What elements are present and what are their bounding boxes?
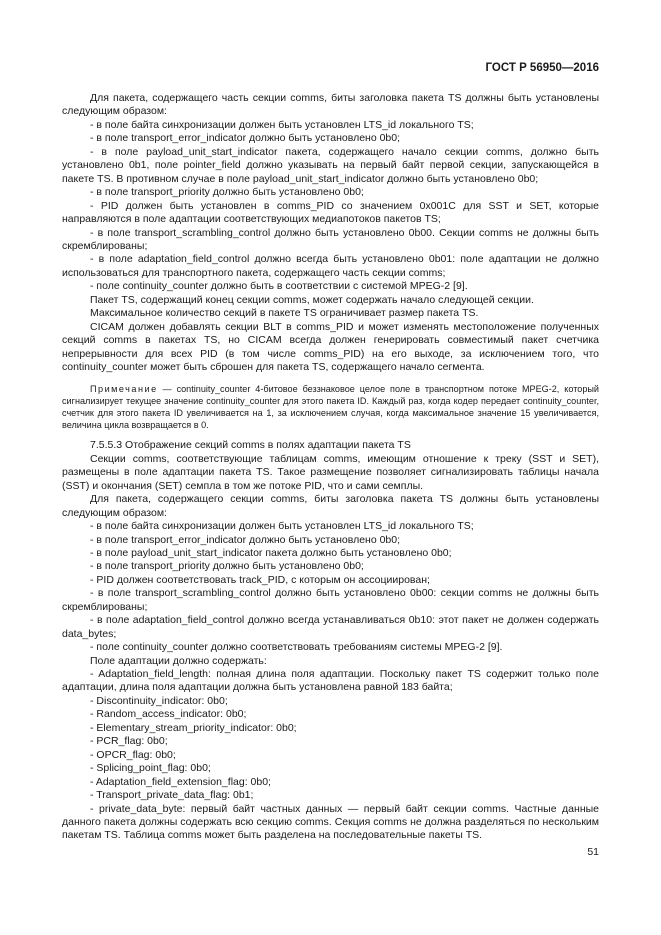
- paragraph: Максимальное количество секций в пакете TS ограничивает размер пакета TS.: [90, 307, 479, 320]
- paragraph: - в поле payload_unit_start_indicator пакета, содержащего начало секции comms, должно быть установлено 0b1, поле pointer_field должно указывать на первый байт первой секции, запускающейся в пакете TS. В противном случае в поле payload_unit_start_indicator должно быть установлено 0b0;: [62, 145, 599, 185]
- paragraph: - PID должен соответствовать track_PID, с которым он ассоциирован;: [90, 573, 430, 586]
- paragraph: - в поле payload_unit_start_indicator пакета должно быть установлено 0b0;: [90, 546, 452, 559]
- paragraph: - в поле transport_priority должно быть установлено 0b0;: [90, 560, 364, 573]
- paragraph: - в поле adaptation_field_control должно всегда быть установлено 0b01: поле адаптации не должно использоваться для транспортного пакета, содержащего часть секции comms;: [62, 253, 599, 279]
- paragraph: - поле continuity_counter должно быть в соответствии с системой MPEG-2 [9].: [90, 280, 468, 293]
- bottom-paragraphs: [62, 453, 599, 843]
- paragraph: Пакет TS, содержащий конец секции comms, может содержать начало следующей секции.: [90, 293, 534, 306]
- paragraph: - OPCR_flag: 0b0;: [90, 748, 176, 761]
- paragraph: - в поле transport_error_indicator должно быть установлено 0b0;: [90, 533, 401, 546]
- paragraph: - Random_access_indicator: 0b0;: [90, 708, 247, 721]
- note-label: Примечание: [90, 383, 158, 394]
- note-text: — continuity_counter 4-битовое беззнаковое целое поле в транспортном потоке MPEG-2, который сигнализирует текущее значение continuity_counter для этого пакета ID. Каждый раз, когда кодер передает continuity_counter, счетчик для этого пакета ID увеличивается на 1, за исключением случая, когда максимальное значение 15 увеличивается, величина цикла возвращается в 0.: [62, 383, 599, 431]
- paragraph: - в поле transport_priority должно быть установлено 0b0;: [90, 186, 364, 199]
- paragraph: - Adaptation_field_extension_flag: 0b0;: [90, 775, 271, 788]
- note: [62, 383, 599, 432]
- paragraph: - в поле байта синхронизации должен быть установлен LTS_id локального TS;: [90, 520, 474, 533]
- paragraph: - в поле transport_scrambling_control должно быть установлено 0b00. Секции comms не должны быть скремблированы;: [62, 226, 599, 252]
- paragraph: - Discontinuity_indicator: 0b0;: [90, 694, 228, 707]
- document-body: [62, 92, 599, 843]
- paragraph: CICAM должен добавлять секции BLT в comms_PID и может изменять местоположение полученных секций comms в пакетах TS, но CICAM всегда должен генерировать совместимый пакет счетчика непрерывности для всех PID (в том числе comms_PID) на его выходе, за исключением того, что continuity_counter может быть сброшен для пакета TS, содержащего начало сегмента.: [62, 320, 599, 374]
- paragraph: Поле адаптации должно содержать:: [90, 654, 267, 667]
- paragraph: - Transport_private_data_flag: 0b1;: [90, 789, 254, 802]
- paragraph: - Elementary_stream_priority_indicator: 0b0;: [90, 721, 297, 734]
- document-header: ГОСТ Р 56950—2016: [485, 62, 599, 74]
- page-number: 51: [587, 846, 599, 858]
- paragraph: - поле continuity_counter должно соответствовать требованиям системы MPEG-2 [9].: [90, 641, 503, 654]
- paragraph: - PCR_flag: 0b0;: [90, 735, 168, 748]
- paragraph: Для пакета, содержащего секции comms, биты заголовка пакета TS должны быть установлены следующим образом:: [62, 493, 599, 519]
- top-paragraphs: [62, 92, 599, 375]
- paragraph: Для пакета, содержащего часть секции comms, биты заголовка пакета TS должны быть установлены следующим образом:: [62, 92, 599, 118]
- paragraph: - Adaptation_field_length: полная длина поля адаптации. Поскольку пакет TS содержит только поле адаптации, длина поля адаптации должна быть установлена равной 183 байта;: [62, 668, 599, 694]
- paragraph: - PID должен быть установлен в comms_PID со значением 0x001C для SST и SET, которые направляются в поле адаптации соответствующих медиапотоков пакетов TS;: [62, 199, 599, 226]
- paragraph: - в поле байта синхронизации должен быть установлен LTS_id локального TS;: [90, 118, 474, 131]
- paragraph: Секции comms, соответствующие таблицам comms, имеющим отношение к треку (SST и SET), размещены в поле адаптации пакета TS. Такое размещение позволяет сигнализировать таблицы начала (SST) и окончания (SET) семпла в том же потоке PID, что и сами семплы.: [62, 452, 599, 492]
- paragraph: - в поле adaptation_field_control должно всегда устанавливаться 0b10: этот пакет не должен содержать data_bytes;: [62, 614, 599, 640]
- section-title: 7.5.5.3 Отображение секций comms в полях адаптации пакета TS: [90, 439, 411, 452]
- paragraph: - Splicing_point_flag: 0b0;: [90, 762, 211, 775]
- paragraph: - в поле transport_error_indicator должно быть установлено 0b0;: [90, 132, 401, 145]
- paragraph: - private_data_byte: первый байт частных данных — первый байт секции comms. Частные данные данного пакета должны содержать всю секцию comms. Секция comms не должна разделяться по нескольким пакетам TS. Таблица comms может быть разделена на последовательные пакеты TS.: [62, 802, 599, 842]
- paragraph: - в поле transport_scrambling_control должно быть установлено 0b00: секции comms не должны быть скремблированы;: [62, 587, 599, 613]
